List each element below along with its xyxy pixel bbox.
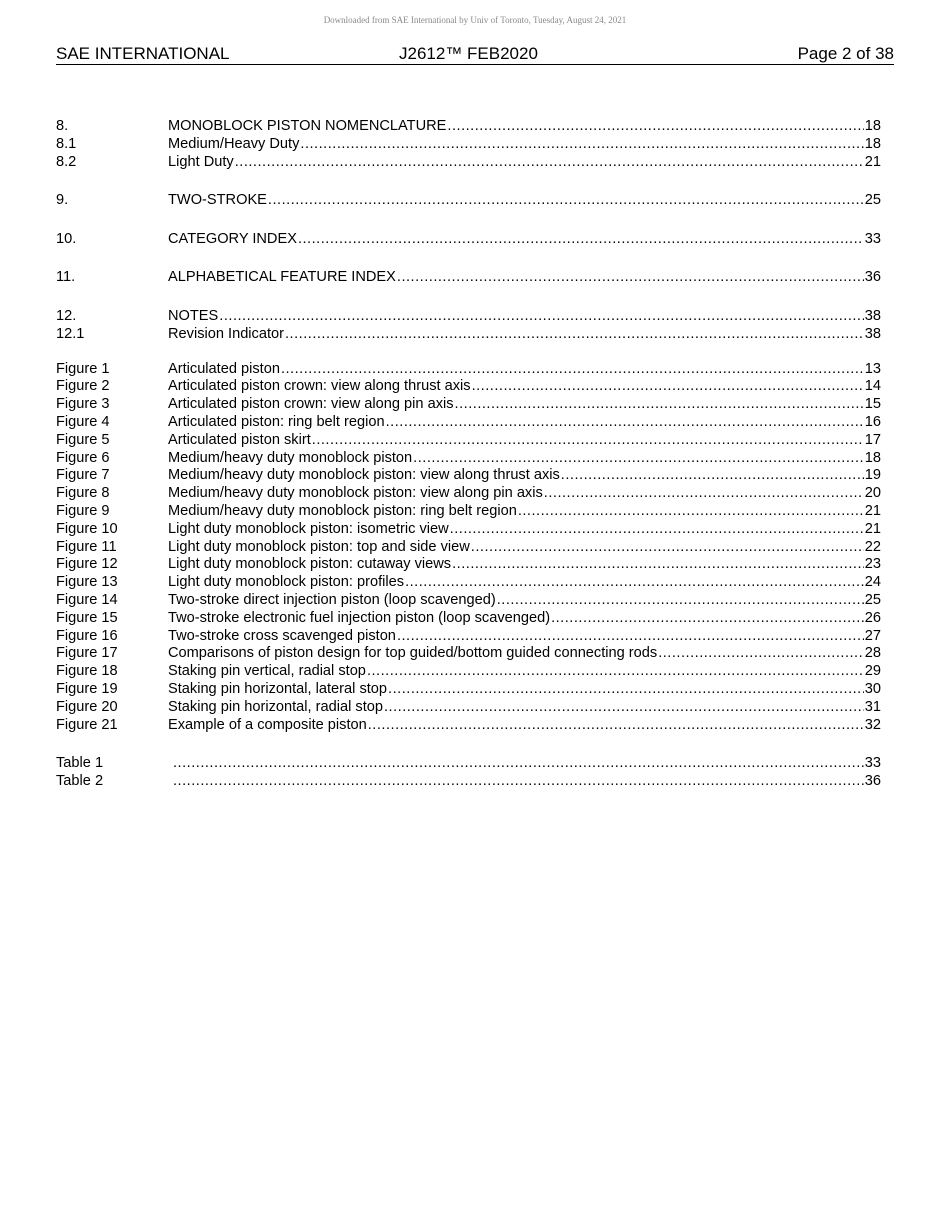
toc-entry[interactable] — [56, 136, 881, 154]
dot-leader — [268, 192, 864, 210]
dot-leader — [658, 645, 864, 663]
toc-entry-number: Figure 21 — [56, 716, 118, 733]
toc-entry-page: 28 — [864, 645, 881, 662]
toc-entry-page: 13 — [864, 360, 881, 377]
toc-entry[interactable] — [56, 699, 881, 717]
dot-leader — [471, 539, 864, 557]
toc-entry-number: 8. — [56, 118, 69, 134]
toc-entry[interactable] — [56, 717, 881, 735]
toc-entry-number: Figure 2 — [56, 378, 110, 395]
toc-entry[interactable] — [56, 503, 881, 521]
toc-entry-number: Figure 19 — [56, 680, 118, 697]
toc-entry[interactable] — [56, 755, 881, 773]
toc-entry-page: 18 — [864, 118, 881, 134]
toc-entry-page: 25 — [864, 591, 881, 608]
toc-entry-page: 25 — [864, 192, 881, 209]
toc-entry-page: 19 — [864, 467, 881, 484]
toc-entry-page: 18 — [864, 135, 881, 152]
toc-entry[interactable] — [56, 681, 881, 699]
toc-entry-number: Figure 20 — [56, 698, 118, 715]
header-publisher: SAE INTERNATIONAL — [56, 44, 230, 63]
toc-entry[interactable] — [56, 592, 881, 610]
toc-entry-title: Staking pin horizontal, lateral stop — [168, 680, 388, 697]
toc-entry[interactable] — [56, 118, 881, 136]
toc-entry-number: Figure 17 — [56, 645, 118, 662]
toc-entry-title: Medium/heavy duty monoblock piston: view along pin axis — [168, 485, 543, 502]
dot-leader — [235, 154, 864, 172]
toc-entry-number: Figure 9 — [56, 502, 110, 519]
toc-entry-number: Figure 7 — [56, 467, 110, 484]
toc-entry[interactable] — [56, 231, 881, 249]
toc-entry-page: 24 — [864, 574, 881, 591]
dot-leader — [447, 118, 863, 136]
toc-entry-title: Two-stroke cross scavenged piston — [168, 627, 396, 644]
toc-entry-title: Articulated piston crown: view along pin axis — [168, 396, 454, 413]
toc-entry-number: Figure 1 — [56, 360, 110, 377]
toc-entry-page: 29 — [864, 663, 881, 680]
dot-leader — [450, 521, 864, 539]
dot-leader — [285, 326, 864, 344]
toc-entry-page: 32 — [864, 716, 881, 733]
toc-entry[interactable] — [56, 610, 881, 628]
toc-entry-title: Medium/heavy duty monoblock piston — [168, 449, 413, 466]
dot-leader — [452, 556, 864, 574]
toc-entry-page: 38 — [864, 325, 881, 342]
toc-entry-number: Table 1 — [56, 755, 104, 772]
toc-group-spacer — [56, 249, 881, 270]
toc-entry-page: 17 — [864, 431, 881, 448]
toc-entry-number: 8.2 — [56, 153, 77, 170]
toc-entry-title: Staking pin horizontal, radial stop — [168, 698, 383, 715]
toc-entry-title: Two-stroke electronic fuel injection piston (loop scavenged) — [168, 609, 551, 626]
toc-entry-title: MONOBLOCK PISTON NOMENCLATURE — [168, 118, 447, 134]
toc-entry-page: 33 — [864, 755, 881, 772]
toc-entry-number: Figure 14 — [56, 591, 118, 608]
toc-entry-page: 26 — [864, 609, 881, 626]
dot-leader — [384, 699, 864, 717]
dot-leader — [367, 663, 864, 681]
toc-entry[interactable] — [56, 308, 881, 326]
toc-entry-title: Revision Indicator — [168, 325, 284, 342]
dot-leader — [397, 269, 864, 287]
dot-leader — [173, 773, 864, 791]
toc-entry-title: Articulated piston — [168, 360, 280, 377]
toc-entry-title: Comparisons of piston design for top guided/bottom guided connecting rods — [168, 645, 658, 662]
toc-entry-number: Figure 18 — [56, 663, 118, 680]
dot-leader — [219, 308, 863, 326]
toc-group-spacer — [56, 287, 881, 308]
toc-entry[interactable] — [56, 539, 881, 557]
toc-entry-number: 11. — [56, 269, 76, 286]
toc-entry-title: Medium/heavy duty monoblock piston: view along thrust axis — [168, 467, 560, 484]
toc-entry[interactable] — [56, 773, 881, 791]
toc-entry-number: Figure 11 — [56, 538, 117, 555]
header-document-id: J2612™ FEB2020 — [399, 44, 538, 63]
dot-leader — [397, 628, 864, 646]
toc-entry-number: Figure 16 — [56, 627, 118, 644]
toc-entry-number: Figure 3 — [56, 396, 110, 413]
toc-entry[interactable] — [56, 450, 881, 468]
toc-entry[interactable] — [56, 467, 881, 485]
toc-entry[interactable] — [56, 574, 881, 592]
toc-entry-title: Two-stroke direct injection piston (loop scavenged) — [168, 591, 496, 608]
toc-entry-title: Light Duty — [168, 153, 234, 170]
toc-entry-title: Light duty monoblock piston: cutaway views — [168, 556, 452, 573]
toc-entry-page: 22 — [864, 538, 881, 555]
toc-entry-number: Figure 6 — [56, 449, 110, 466]
toc-entry-number: Figure 13 — [56, 574, 118, 591]
toc-entry-page: 36 — [864, 269, 881, 286]
toc-entry[interactable] — [56, 192, 881, 210]
dot-leader — [386, 414, 864, 432]
toc-entry-title: Articulated piston: ring belt region — [168, 413, 385, 430]
toc-entry-number: Figure 10 — [56, 520, 118, 537]
toc-group-spacer — [56, 171, 881, 192]
toc-entry-title: CATEGORY INDEX — [168, 230, 297, 247]
toc-entry-page: 18 — [864, 449, 881, 466]
dot-leader — [388, 681, 864, 699]
dot-leader — [455, 396, 864, 414]
toc-entry-number: 8.1 — [56, 135, 77, 152]
toc-entry-title: Light duty monoblock piston: isometric view — [168, 520, 449, 537]
toc-entry-title: ALPHABETICAL FEATURE INDEX — [168, 269, 396, 286]
toc-entry-title: Medium/Heavy Duty — [168, 135, 300, 152]
dot-leader — [298, 231, 864, 249]
toc-entry[interactable] — [56, 269, 881, 287]
toc-entry[interactable] — [56, 396, 881, 414]
toc-entry[interactable] — [56, 432, 881, 450]
toc-entry-number: Figure 8 — [56, 485, 110, 502]
toc-entry-page: 31 — [864, 698, 881, 715]
toc-entry[interactable] — [56, 361, 881, 379]
toc-entry-page: 36 — [864, 772, 881, 789]
toc-entry-page: 23 — [864, 556, 881, 573]
dot-leader — [497, 592, 864, 610]
toc-entry-number: Table 2 — [56, 772, 104, 789]
table-of-contents — [56, 118, 881, 791]
toc-entry[interactable] — [56, 378, 881, 396]
dot-leader — [518, 503, 864, 521]
toc-entry[interactable] — [56, 628, 881, 646]
toc-entry[interactable] — [56, 154, 881, 172]
toc-group-spacer — [56, 210, 881, 231]
dot-leader — [544, 485, 864, 503]
dot-leader — [561, 467, 864, 485]
toc-entry-number: 9. — [56, 192, 69, 209]
toc-entry-page: 30 — [864, 680, 881, 697]
toc-entry-number: 10. — [56, 230, 77, 247]
toc-entry-title: TWO-STROKE — [168, 192, 267, 209]
toc-entry[interactable] — [56, 414, 881, 432]
toc-entry[interactable] — [56, 521, 881, 539]
toc-entry-title: Example of a composite piston — [168, 716, 367, 733]
toc-entry-number: Figure 12 — [56, 556, 118, 573]
dot-leader — [300, 136, 863, 154]
toc-entry[interactable] — [56, 645, 881, 663]
toc-entry-page: 38 — [864, 307, 881, 324]
toc-entry-page: 21 — [864, 502, 881, 519]
toc-entry-title: NOTES — [168, 307, 219, 324]
page-header — [56, 44, 894, 65]
toc-entry[interactable] — [56, 663, 881, 681]
dot-leader — [405, 574, 864, 592]
toc-entry[interactable] — [56, 326, 881, 344]
toc-entry-page: 20 — [864, 485, 881, 502]
toc-entry-page: 21 — [864, 520, 881, 537]
dot-leader — [312, 432, 864, 450]
toc-entry-number: 12. — [56, 307, 77, 324]
toc-entry[interactable] — [56, 556, 881, 574]
toc-entry-page: 16 — [864, 413, 881, 430]
dot-leader — [368, 717, 864, 735]
toc-entry-title: Light duty monoblock piston: profiles — [168, 574, 405, 591]
toc-entry-page: 33 — [864, 230, 881, 247]
toc-entry-number: Figure 15 — [56, 609, 118, 626]
toc-entry-title: Light duty monoblock piston: top and side view — [168, 538, 470, 555]
header-page-number: Page 2 of 38 — [797, 44, 894, 63]
toc-entry-title: Articulated piston crown: view along thrust axis — [168, 378, 471, 395]
toc-entry-page: 21 — [864, 153, 881, 170]
toc-entry-number: Figure 4 — [56, 413, 110, 430]
toc-entry-title: Articulated piston skirt — [168, 431, 311, 448]
toc-entry[interactable] — [56, 485, 881, 503]
toc-entry-page: 27 — [864, 627, 881, 644]
toc-entry-page: 14 — [864, 378, 881, 395]
dot-leader — [281, 361, 864, 379]
dot-leader — [551, 610, 864, 628]
toc-entry-title: Staking pin vertical, radial stop — [168, 663, 366, 680]
toc-group-spacer — [56, 734, 881, 755]
toc-entry-title: Medium/heavy duty monoblock piston: ring belt region — [168, 502, 517, 519]
download-notice: Downloaded from SAE International by Univ of Toronto, Tuesday, August 24, 2021 — [323, 15, 627, 25]
toc-group-spacer — [56, 344, 881, 361]
toc-entry-page: 15 — [864, 396, 881, 413]
toc-entry-number: 12.1 — [56, 325, 85, 342]
dot-leader — [472, 378, 864, 396]
toc-entry-number: Figure 5 — [56, 431, 110, 448]
dot-leader — [173, 755, 864, 773]
dot-leader — [413, 450, 864, 468]
